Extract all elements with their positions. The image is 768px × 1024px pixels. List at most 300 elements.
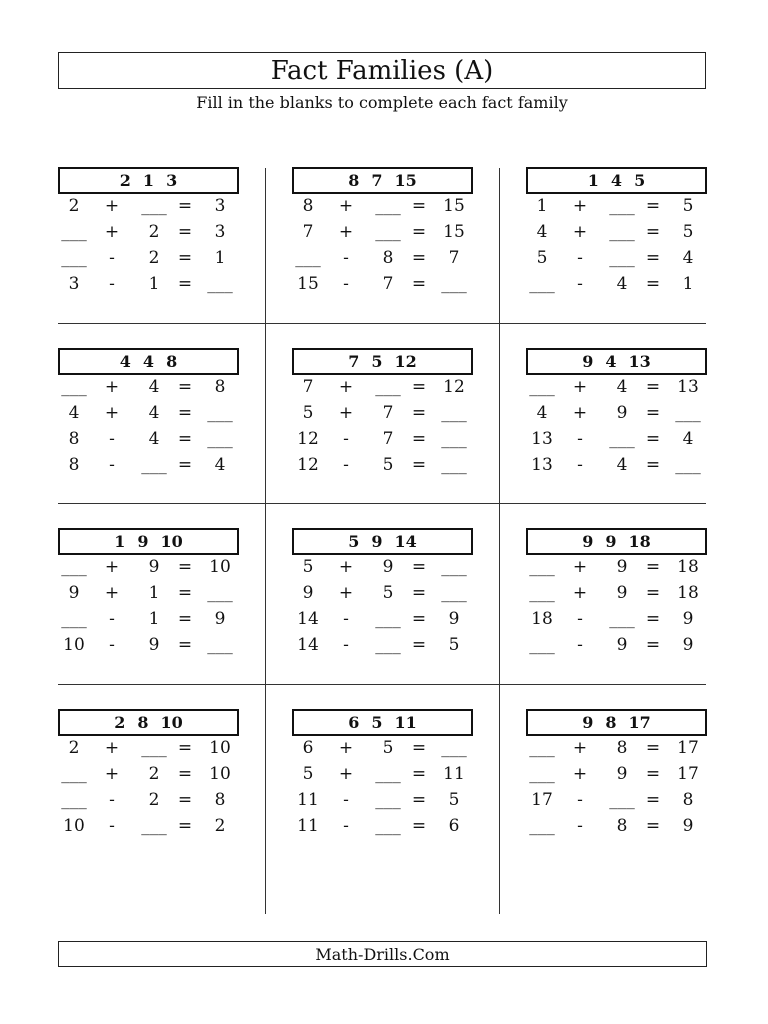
equation-row [292,222,474,246]
answer-blank[interactable]: ___ [529,738,555,758]
equation-token: 9 [302,583,314,603]
answer-blank[interactable]: ___ [207,274,233,294]
equation-token: 9 [682,816,694,836]
equation-token: = [177,403,193,423]
equation-token: 5 [448,790,460,810]
equation-token: 8 [214,377,226,397]
equation-token: 7 [302,222,314,242]
equation-token: 4 [682,429,694,449]
equation-row [292,196,474,220]
equation-row [292,816,474,840]
equation-token: = [411,196,427,216]
equation-token: 10 [209,738,231,758]
family-number: 3 [166,171,178,190]
equation-token: + [104,764,120,784]
equation-token: 8 [68,429,80,449]
family-number: 6 [348,713,360,732]
answer-blank[interactable]: ___ [609,609,635,629]
family-number: 4 [119,352,131,371]
fact-family-problem [526,528,708,688]
family-number: 5 [371,352,383,371]
equation-token: + [338,583,354,603]
equation-token: + [104,738,120,758]
equation-token: = [645,403,661,423]
answer-blank[interactable]: ___ [207,583,233,603]
family-number: 10 [160,713,183,732]
fact-family-numbers [58,709,239,736]
answer-blank[interactable]: ___ [61,609,87,629]
equation-token: - [577,609,583,629]
equation-token: 9 [616,583,628,603]
fact-family-problem [58,709,240,869]
fact-family-problem [526,167,708,327]
equation-token: = [411,816,427,836]
equation-token: 9 [616,403,628,423]
fact-family-problem [292,167,474,327]
equation-row [58,403,240,427]
equation-token: 7 [382,274,394,294]
equation-token: 5 [382,583,394,603]
equation-token: 8 [302,196,314,216]
equation-row [526,455,708,479]
equation-token: = [411,583,427,603]
equation-token: 7 [302,377,314,397]
equation-token: + [104,222,120,242]
fact-family-problem [292,709,474,869]
equation-row [292,557,474,581]
equation-token: = [645,222,661,242]
equation-token: 15 [443,196,465,216]
answer-blank[interactable]: ___ [441,455,467,475]
equation-token: + [572,403,588,423]
equation-token: - [577,248,583,268]
equation-token: = [177,816,193,836]
equation-token: = [411,557,427,577]
equation-token: + [338,557,354,577]
equation-token: 9 [148,635,160,655]
equation-row [58,738,240,762]
equation-token: 12 [297,455,319,475]
equation-token: 14 [297,635,319,655]
equation-row [292,455,474,479]
equation-token: 18 [531,609,553,629]
family-number: 5 [371,713,383,732]
equation-token: = [411,790,427,810]
fact-family-numbers [58,167,239,194]
equation-row [292,609,474,633]
equation-row [58,455,240,479]
answer-blank[interactable]: ___ [441,403,467,423]
equation-token: 6 [302,738,314,758]
family-number: 5 [634,171,646,190]
answer-blank[interactable]: ___ [529,557,555,577]
equation-token: 5 [682,196,694,216]
family-number: 5 [348,532,360,551]
equation-row [526,222,708,246]
family-number: 4 [610,171,623,190]
equation-row [526,583,708,607]
family-number: 1 [587,171,599,190]
fact-family-numbers [526,348,707,375]
fact-family-numbers [58,528,239,555]
answer-blank[interactable]: ___ [675,403,701,423]
equation-row [58,377,240,401]
column-divider [499,168,500,914]
equation-token: 1 [148,274,160,294]
equation-token: 15 [443,222,465,242]
equation-token: = [177,635,193,655]
equation-token: = [177,455,193,475]
equation-token: 4 [536,222,548,242]
answer-blank[interactable]: ___ [207,403,233,423]
equation-row [292,790,474,814]
answer-blank[interactable]: ___ [529,816,555,836]
equation-token: 17 [677,764,699,784]
equation-token: + [572,583,588,603]
equation-token: = [411,377,427,397]
equation-token: 13 [531,455,553,475]
equation-token: = [645,816,661,836]
answer-blank[interactable]: ___ [141,738,167,758]
equation-token: - [109,429,115,449]
equation-token: - [109,274,115,294]
equation-token: - [109,248,115,268]
equation-token: + [338,377,354,397]
answer-blank[interactable]: ___ [375,816,401,836]
answer-blank[interactable]: ___ [141,455,167,475]
equation-row [58,196,240,220]
equation-token: = [411,609,427,629]
equation-token: 10 [209,557,231,577]
answer-blank[interactable]: ___ [375,377,401,397]
equation-token: - [109,816,115,836]
fact-family-problem [292,528,474,688]
equation-token: = [411,274,427,294]
equation-token: 11 [297,790,319,810]
equation-token: 13 [677,377,699,397]
answer-blank[interactable]: ___ [441,583,467,603]
equation-token: 7 [382,429,394,449]
equation-token: 4 [616,377,628,397]
answer-blank[interactable]: ___ [675,455,701,475]
fact-family-problem [58,348,240,508]
equation-token: = [411,403,427,423]
equation-token: = [645,196,661,216]
family-number: 15 [394,171,417,190]
answer-blank[interactable]: ___ [529,635,555,655]
answer-blank[interactable]: ___ [529,583,555,603]
equation-token: 8 [616,738,628,758]
equation-row [58,429,240,453]
equation-row [58,583,240,607]
answer-blank[interactable]: ___ [61,248,87,268]
equation-token: 14 [297,609,319,629]
equation-token: + [338,222,354,242]
fact-family-numbers [526,528,707,555]
equation-token: 4 [214,455,226,475]
fact-family-problem [292,348,474,508]
equation-token: - [109,635,115,655]
equation-token: = [177,790,193,810]
equation-token: = [645,738,661,758]
equation-token: 12 [443,377,465,397]
equation-token: 1 [682,274,694,294]
equation-token: 11 [443,764,465,784]
equation-token: 9 [148,557,160,577]
equation-token: 9 [616,635,628,655]
answer-blank[interactable]: ___ [529,377,555,397]
column-divider [265,168,266,914]
equation-token: 2 [148,248,160,268]
equation-token: = [411,738,427,758]
equation-row [526,738,708,762]
family-number: 9 [582,532,594,551]
equation-row [526,403,708,427]
equation-token: 1 [148,609,160,629]
answer-blank[interactable]: ___ [375,196,401,216]
equation-row [292,583,474,607]
equation-token: + [572,196,588,216]
equation-token: 1 [214,248,226,268]
equation-token: - [343,429,349,449]
equation-token: = [645,764,661,784]
equation-token: + [104,377,120,397]
equation-token: + [104,196,120,216]
answer-blank[interactable]: ___ [441,557,467,577]
answer-blank[interactable]: ___ [61,764,87,784]
equation-token: 2 [148,222,160,242]
equation-token: 9 [214,609,226,629]
equation-token: 4 [148,377,160,397]
equation-token: = [177,196,193,216]
answer-blank[interactable]: ___ [61,790,87,810]
fact-family-problem [526,709,708,869]
answer-blank[interactable]: ___ [141,816,167,836]
fact-family-numbers [58,348,239,375]
family-number: 1 [142,171,155,190]
worksheet-title: Fact Families (A) [58,52,706,89]
fact-family-numbers [292,348,473,375]
equation-row [292,764,474,788]
equation-token: 9 [682,609,694,629]
equation-token: 5 [448,635,460,655]
equation-token: = [411,455,427,475]
equation-token: 5 [682,222,694,242]
equation-token: 10 [63,635,85,655]
equation-token: + [104,557,120,577]
equation-token: + [572,764,588,784]
answer-blank[interactable]: ___ [61,377,87,397]
family-number: 17 [628,713,651,732]
answer-blank[interactable]: ___ [295,248,321,268]
equation-token: - [343,274,349,294]
fact-family-numbers [526,167,707,194]
equation-row [58,274,240,298]
equation-token: = [645,274,661,294]
equation-token: 7 [382,403,394,423]
equation-token: 8 [68,455,80,475]
answer-blank[interactable]: ___ [61,222,87,242]
family-number: 8 [137,713,149,732]
answer-blank[interactable]: ___ [609,790,635,810]
equation-token: 13 [531,429,553,449]
equation-token: = [177,764,193,784]
family-number: 9 [582,352,594,371]
equation-row [292,274,474,298]
fact-family-problem [58,528,240,688]
family-number: 9 [137,532,149,551]
answer-blank[interactable]: ___ [609,248,635,268]
equation-token: 1 [536,196,548,216]
equation-token: 2 [148,790,160,810]
equation-token: + [572,557,588,577]
equation-token: 3 [68,274,80,294]
equation-token: - [109,790,115,810]
answer-blank[interactable]: ___ [207,635,233,655]
equation-token: + [572,222,588,242]
equation-row [526,429,708,453]
equation-token: - [343,609,349,629]
answer-blank[interactable]: ___ [207,429,233,449]
equation-row [526,816,708,840]
answer-blank[interactable]: ___ [375,609,401,629]
equation-token: = [645,609,661,629]
equation-row [292,248,474,272]
equation-token: = [177,557,193,577]
equation-token: = [645,455,661,475]
equation-row [526,196,708,220]
answer-blank[interactable]: ___ [375,790,401,810]
equation-token: = [645,248,661,268]
equation-token: - [577,635,583,655]
equation-row [58,635,240,659]
answer-blank[interactable]: ___ [609,222,635,242]
equation-token: = [411,764,427,784]
answer-blank[interactable]: ___ [441,274,467,294]
equation-token: = [177,248,193,268]
equation-token: = [411,222,427,242]
family-number: 8 [605,713,617,732]
equation-token: - [343,635,349,655]
answer-blank[interactable]: ___ [529,274,555,294]
equation-token: 3 [214,222,226,242]
equation-token: = [645,377,661,397]
fact-family-numbers [526,709,707,736]
equation-row [58,248,240,272]
equation-token: 4 [682,248,694,268]
equation-token: 10 [209,764,231,784]
equation-row [58,764,240,788]
equation-token: 7 [448,248,460,268]
family-number: 1 [114,532,126,551]
equation-token: = [177,429,193,449]
equation-token: + [104,583,120,603]
equation-token: + [338,196,354,216]
equation-token: 4 [68,403,80,423]
answer-blank[interactable]: ___ [441,738,467,758]
equation-token: = [177,377,193,397]
equation-token: + [572,738,588,758]
fact-family-numbers [292,528,473,555]
equation-token: - [343,790,349,810]
equation-token: 4 [148,403,160,423]
equation-row [292,429,474,453]
equation-token: 9 [448,609,460,629]
family-number: 9 [605,532,617,551]
equation-row [526,274,708,298]
answer-blank[interactable]: ___ [609,429,635,449]
family-number: 4 [142,352,155,371]
family-number: 4 [605,352,617,371]
family-number: 7 [348,352,360,371]
equation-token: = [177,609,193,629]
equation-token: 8 [214,790,226,810]
equation-token: 2 [68,196,80,216]
equation-row [526,557,708,581]
equation-row [526,790,708,814]
family-number: 14 [394,532,417,551]
equation-token: 12 [297,429,319,449]
answer-blank[interactable]: ___ [375,222,401,242]
equation-token: 17 [677,738,699,758]
equation-row [58,222,240,246]
equation-token: = [645,790,661,810]
family-number: 2 [119,171,131,190]
equation-token: + [104,403,120,423]
worksheet-instructions: Fill in the blanks to complete each fact family [196,93,568,112]
equation-token: 5 [302,764,314,784]
equation-token: 8 [616,816,628,836]
equation-token: 9 [616,764,628,784]
equation-token: 10 [63,816,85,836]
equation-token: 9 [682,635,694,655]
family-number: 9 [582,713,594,732]
answer-blank[interactable]: ___ [375,764,401,784]
equation-token: - [577,790,583,810]
equation-token: 9 [382,557,394,577]
equation-token: = [645,557,661,577]
fact-family-problem [58,167,240,327]
footer-credit: Math-Drills.Com [58,941,707,967]
equation-token: - [109,455,115,475]
equation-row [58,557,240,581]
equation-row [292,738,474,762]
answer-blank[interactable]: ___ [141,196,167,216]
fact-family-problem [526,348,708,508]
answer-blank[interactable]: ___ [441,429,467,449]
answer-blank[interactable]: ___ [375,635,401,655]
family-number: 13 [628,352,651,371]
equation-row [526,635,708,659]
equation-token: = [177,274,193,294]
equation-token: - [577,816,583,836]
equation-token: 11 [297,816,319,836]
equation-row [526,377,708,401]
equation-token: = [645,429,661,449]
equation-token: = [177,583,193,603]
equation-token: 5 [382,738,394,758]
answer-blank[interactable]: ___ [529,764,555,784]
answer-blank[interactable]: ___ [61,557,87,577]
equation-token: 2 [214,816,226,836]
equation-token: 4 [536,403,548,423]
equation-token: 17 [531,790,553,810]
equation-token: 8 [682,790,694,810]
equation-token: 2 [148,764,160,784]
answer-blank[interactable]: ___ [609,196,635,216]
equation-token: - [343,816,349,836]
equation-token: = [411,429,427,449]
